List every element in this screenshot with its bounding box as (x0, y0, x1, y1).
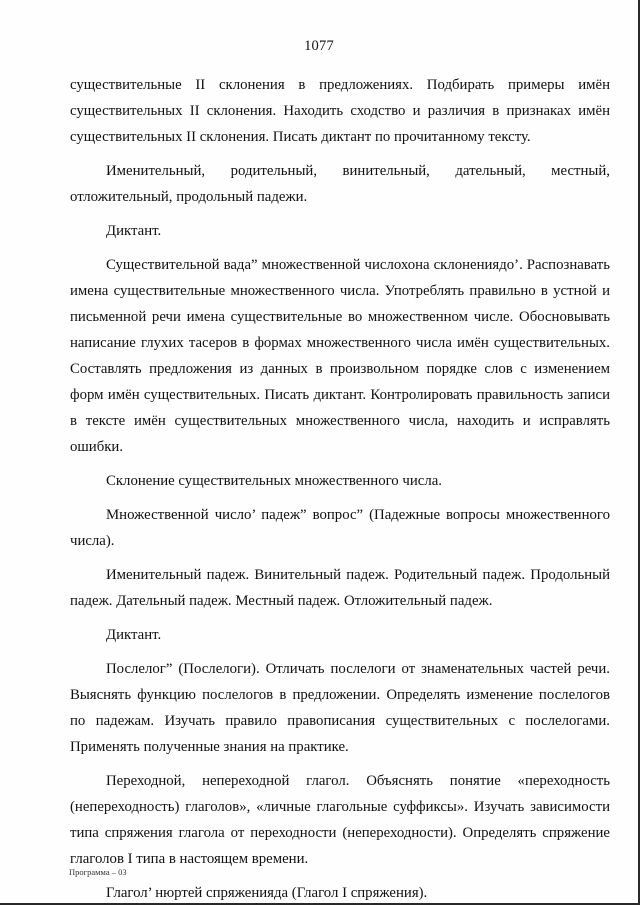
page-body (70, 72, 610, 906)
paragraph-10: Переходной, непереходной глагол. Объяснять понятие «переходность (непереходность) глаголов», «личные глагольные суффиксы». Изучать зависимости типа спряжения глагола от переходности (непереходности). Определять спряжение глаголов I типа в настоящем времени. (70, 773, 610, 867)
paragraph-11: Глагол’ нюртей спряженияда (Глагол I спряжения). (106, 885, 428, 901)
paragraph-2: Именительный, родительный, винительный, дательный, местный, отложительный, продольный падежи. (70, 163, 610, 205)
paragraph-5: Склонение существительных множественного числа. (106, 473, 442, 489)
paragraph-6: Множественной число’ падеж” вопрос” (Падежные вопросы множественного числа). (70, 507, 610, 549)
paragraph-3: Диктант. (106, 223, 162, 239)
paragraph-1: существительные II склонения в предложениях. Подбирать примеры имён существительных II склонения. Находить сходство и различия в признаках имён существительных II склонения. Писать диктант по прочитанному тексту. (70, 77, 610, 145)
paragraph-7: Именительный падеж. Винительный падеж. Родительный падеж. Продольный падеж. Дательный падеж. Местный падеж. Отложительный падеж. (70, 567, 610, 609)
paragraph-4: Существительной вада” множественной числохона склонениядо’. Распознавать имена существительные множественного числа. Употреблять правильно в устной и письменной речи имена существительные во множественном числе. Обосновывать написание глухих тасеров в формах множественного числа имён существительных. Составлять предложения из данных в произвольном порядке слов с изменением форм имён существительных. Писать диктант. Контролировать правильность записи в тексте имён существительных множественного числа, находить и исправлять ошибки. (70, 257, 610, 455)
paragraph-8: Диктант. (106, 627, 162, 643)
footer-program-label: Программа – 03 (69, 867, 127, 877)
paragraph-9: Послелог” (Послелоги). Отличать послелоги от знаменательных частей речи. Выяснять функцию послелогов в предложении. Определять изменение послелогов по падежам. Изучать правило правописания существительных с послелогами. Применять полученные знания на практике. (70, 661, 610, 755)
page-number: 1077 (304, 38, 334, 54)
